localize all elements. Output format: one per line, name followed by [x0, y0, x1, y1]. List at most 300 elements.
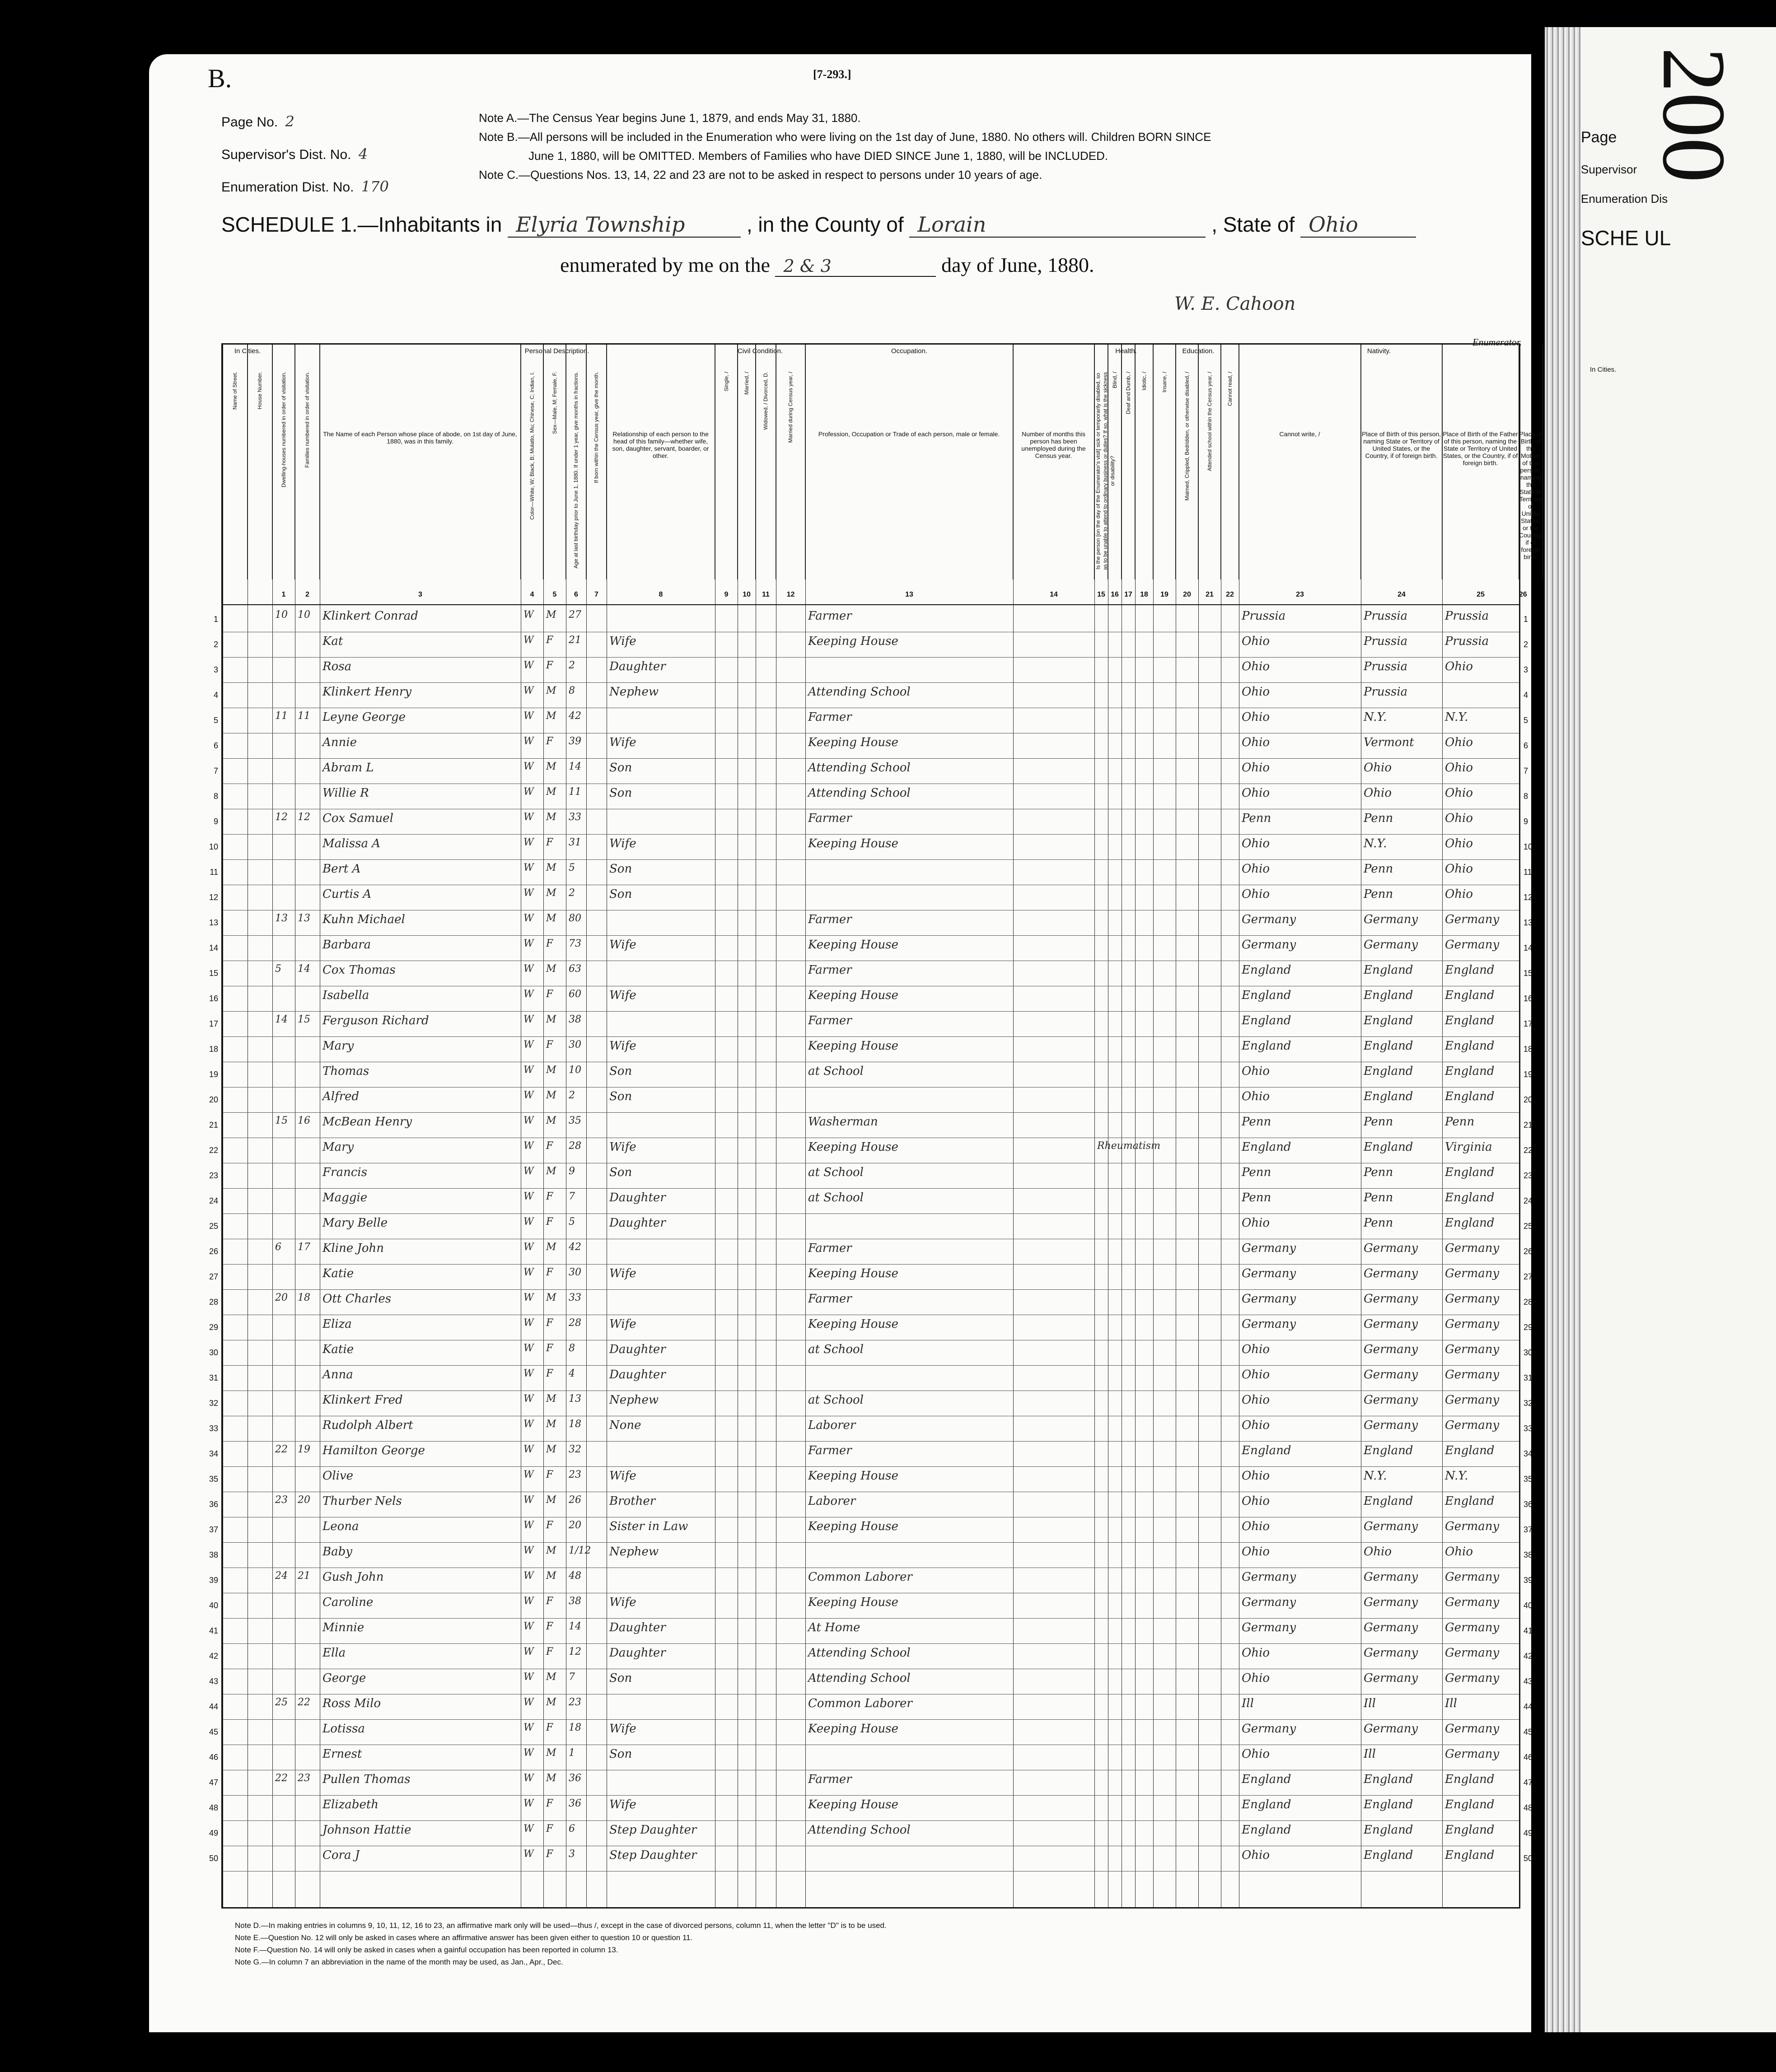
cell-occ: Farmer [808, 1444, 852, 1457]
page-stamp-number: 200 [1644, 47, 1744, 183]
cell-mpob: Germany [1445, 1419, 1500, 1432]
cell-dw: 10 [275, 609, 288, 621]
cell-name: Johnson Hattie [322, 1823, 411, 1837]
line-number: 29 [209, 1323, 218, 1332]
table-row [209, 961, 1533, 986]
cell-name: Leona [322, 1520, 359, 1533]
line-number: 28 [209, 1297, 218, 1307]
cell-color: W [523, 761, 534, 772]
cell-age: 5 [569, 1216, 575, 1227]
cell-pob: Ohio [1242, 1646, 1270, 1660]
line-number: 24 [209, 1196, 218, 1205]
cell-dw: 5 [275, 963, 281, 975]
column-header-26 [1519, 345, 1543, 579]
cell-fpob: Prussia [1364, 685, 1408, 699]
cell-name: Klinkert Fred [322, 1393, 403, 1407]
cell-sex: F [546, 837, 553, 848]
cell-pob: Germany [1242, 1267, 1296, 1280]
cell-age: 23 [569, 1697, 581, 1708]
cell-color: W [523, 938, 534, 949]
column-header-label: Families numbered in order of visitation. [304, 372, 310, 468]
cell-sex: F [546, 1823, 553, 1834]
cell-rel: Daughter [609, 660, 666, 673]
cell-sex: F [546, 1267, 553, 1278]
cell-fpob: England [1364, 989, 1413, 1002]
line-number: 4 [213, 691, 218, 700]
cell-color: W [523, 1773, 534, 1784]
cell-sex: F [546, 1343, 553, 1354]
cell-age: 28 [569, 1317, 581, 1329]
line-number-right: 42 [1524, 1652, 1533, 1661]
table-row [209, 1593, 1533, 1619]
cell-pob: Ohio [1242, 1090, 1270, 1103]
cell-age: 36 [569, 1773, 581, 1784]
cell-name: Elizabeth [322, 1798, 379, 1811]
cell-name: Klinkert Henry [322, 685, 412, 699]
schedule-title-line [221, 212, 1416, 238]
cell-pob: Ohio [1242, 736, 1270, 749]
table-row [209, 1391, 1533, 1416]
cell-color: W [523, 913, 534, 924]
column-header-6 [566, 345, 586, 579]
cell-pob: Ohio [1242, 1469, 1270, 1483]
line-number: 11 [210, 868, 218, 877]
cell-age: 14 [569, 1621, 581, 1632]
p2-page-label: Page [1581, 129, 1617, 146]
cell-mpob: Ohio [1445, 812, 1473, 825]
cell-color: W [523, 862, 534, 873]
cell-fpob: Germany [1364, 1292, 1418, 1306]
cell-rel: Wife [609, 1140, 636, 1154]
cell-mpob: Virginia [1445, 1140, 1492, 1154]
cell-pob: Penn [1242, 812, 1271, 825]
cell-rel: Wife [609, 1798, 636, 1811]
cell-fpob: Germany [1364, 1621, 1418, 1634]
line-number-right: 21 [1524, 1120, 1533, 1129]
supervisor-district-field [221, 145, 368, 163]
table-row [213, 632, 1528, 658]
column-header-label: Place of Birth of this person, naming State or Territory of United States, or the Country, if of foreign birth. [1361, 430, 1441, 459]
cell-occ: Keeping House [808, 938, 898, 952]
cell-color: W [523, 1039, 534, 1050]
cell-name: Baby [322, 1545, 352, 1559]
cell-color: W [523, 1317, 534, 1329]
cell-rel: Son [609, 1166, 632, 1179]
cell-mpob: Germany [1445, 1671, 1500, 1685]
column-number: 15 [1097, 591, 1105, 598]
p2-in-cities: In Cities. [1590, 366, 1617, 373]
cell-fam: 20 [298, 1494, 310, 1506]
line-number-right: 34 [1524, 1449, 1533, 1458]
cell-pob: Germany [1242, 1292, 1296, 1306]
line-number-right: 6 [1524, 741, 1528, 750]
cell-color: W [523, 1747, 534, 1759]
form-number: [7-293.] [813, 68, 851, 81]
cell-fpob: England [1364, 1140, 1413, 1154]
column-header-label: Cannot read, / [1226, 372, 1233, 406]
cell-color: W [523, 1798, 534, 1809]
cell-name: Pullen Thomas [322, 1773, 411, 1786]
cell-name: McBean Henry [322, 1115, 412, 1129]
cell-color: W [523, 1393, 534, 1405]
table-row [209, 910, 1533, 936]
cell-mpob: Germany [1445, 1393, 1500, 1407]
cell-age: 21 [569, 635, 581, 646]
cell-fpob: N.Y. [1364, 837, 1387, 850]
line-number-right: 38 [1524, 1550, 1533, 1559]
line-number: 12 [209, 893, 218, 902]
cell-name: Lotissa [322, 1722, 365, 1736]
cell-name: Ott Charles [322, 1292, 392, 1306]
cell-occ: Keeping House [808, 1039, 898, 1053]
cell-name: Barbara [322, 938, 371, 952]
cell-mpob: England [1445, 1166, 1495, 1179]
cell-fam: 15 [298, 1014, 310, 1025]
cell-age: 11 [569, 786, 581, 798]
line-number-right: 14 [1524, 943, 1533, 952]
cell-fpob: England [1364, 1494, 1413, 1508]
column-header-9 [715, 345, 738, 579]
cell-color: W [523, 609, 534, 621]
cell-rel: Daughter [609, 1621, 666, 1634]
cell-rel: Daughter [609, 1368, 666, 1381]
line-number: 49 [209, 1829, 218, 1838]
cell-mpob: England [1445, 1823, 1495, 1837]
line-number: 32 [209, 1399, 218, 1408]
cell-color: W [523, 1216, 534, 1227]
line-number: 8 [213, 792, 218, 801]
cell-mpob: Penn [1445, 1115, 1475, 1129]
column-header-label: Cannot write, / [1279, 430, 1320, 438]
cell-age: 27 [569, 609, 581, 621]
column-header-label: Insane, / [1161, 372, 1168, 393]
cell-fam: 12 [298, 812, 310, 823]
column-header-17 [1122, 345, 1135, 579]
cell-mpob: Ohio [1445, 660, 1473, 673]
column-header-4 [521, 345, 543, 579]
cell-mpob: England [1445, 1798, 1495, 1811]
cell-occ: Keeping House [808, 1469, 898, 1483]
cell-sex: M [546, 963, 556, 975]
table-row [210, 859, 1532, 885]
cell-sex: M [546, 1241, 556, 1253]
cell-pob: Ohio [1242, 862, 1270, 876]
cell-color: W [523, 1848, 534, 1860]
cell-age: 33 [569, 812, 581, 823]
line-number-right: 27 [1524, 1272, 1533, 1281]
line-number-right: 10 [1524, 842, 1533, 851]
cell-name: Eliza [322, 1317, 352, 1331]
cell-occ: Common Laborer [808, 1697, 912, 1710]
cell-mpob: England [1445, 1444, 1495, 1457]
table-row [209, 1289, 1533, 1315]
line-number: 43 [209, 1677, 218, 1686]
column-header-label: Maimed, Crippled, Bedridden, or otherwise disabled, / [1183, 372, 1190, 501]
line-number: 38 [209, 1550, 218, 1559]
cell-mpob: Ohio [1445, 862, 1473, 876]
line-number: 37 [209, 1525, 218, 1534]
cell-occ: Attending School [808, 761, 911, 775]
cell-name: Willie R [322, 786, 369, 800]
column-header-21 [1198, 345, 1221, 579]
column-header-label: House Number. [257, 372, 263, 410]
cell-mpob: Ohio [1445, 837, 1473, 850]
table-row [213, 607, 1528, 632]
note-b: Note B.—All persons will be included in the Enumeration who were living on the 1st day of June, 1880. No others will. Children BORN SINCE [479, 130, 1211, 144]
cell-pob: Germany [1242, 1621, 1296, 1634]
cell-age: 42 [569, 710, 581, 722]
table-row [209, 1163, 1533, 1189]
cell-occ: Laborer [808, 1494, 856, 1508]
cell-dw: 11 [275, 710, 288, 722]
enumeration-district-label: Enumeration Dist. No. [221, 180, 354, 195]
cell-rel: Son [609, 1747, 632, 1761]
cell-fpob: England [1364, 1773, 1413, 1786]
cell-pob: Prussia [1242, 609, 1286, 623]
line-number: 46 [209, 1753, 218, 1762]
cell-name: Leyne George [322, 710, 406, 724]
cell-sex: F [546, 1216, 553, 1227]
cell-pob: Ohio [1242, 660, 1270, 673]
line-number-right: 28 [1524, 1297, 1533, 1307]
cell-color: W [523, 963, 534, 975]
cell-pob: England [1242, 963, 1291, 977]
column-header-14 [1013, 345, 1094, 579]
cell-fpob: N.Y. [1364, 710, 1387, 724]
table-row [209, 1011, 1533, 1037]
cell-color: W [523, 786, 534, 798]
cell-fpob: Ohio [1364, 761, 1392, 775]
column-number: 12 [786, 591, 795, 598]
table-row [213, 733, 1528, 759]
cell-color: W [523, 1343, 534, 1354]
cell-mpob: Germany [1445, 1621, 1500, 1634]
table-row [209, 1745, 1533, 1770]
state-value: Ohio [1300, 212, 1416, 238]
cell-name: Thurber Nels [322, 1494, 402, 1508]
cell-fpob: Vermont [1364, 736, 1414, 749]
column-header-label: Idiotic, / [1140, 372, 1147, 391]
cell-color: W [523, 1621, 534, 1632]
cell-occ: Farmer [808, 812, 852, 825]
table-row [209, 1315, 1533, 1340]
cell-rel: Nephew [609, 1393, 659, 1407]
cell-age: 26 [569, 1494, 581, 1506]
cell-pob: Ohio [1242, 1064, 1270, 1078]
cell-name: Ella [322, 1646, 346, 1660]
line-number-right: 7 [1524, 766, 1528, 775]
column-number: 8 [659, 591, 663, 598]
column-header-22 [1221, 345, 1239, 579]
cell-fpob: Penn [1364, 1191, 1393, 1204]
cell-color: W [523, 1090, 534, 1101]
cell-fam: 14 [298, 963, 310, 975]
note-c: Note C.—Questions Nos. 13, 14, 22 and 23 are not to be asked in respect to persons under 10 years of age. [479, 168, 1042, 182]
column-header-11 [756, 345, 776, 579]
cell-pob: England [1242, 1823, 1291, 1837]
cell-occ: Farmer [808, 1292, 852, 1306]
column-header-label: Widowed, / Divorced, D. [762, 372, 769, 430]
cell-sex: F [546, 1469, 553, 1480]
table-row [209, 1517, 1533, 1543]
supervisor-district-value: 4 [358, 145, 368, 163]
cell-fpob: Penn [1364, 812, 1393, 825]
line-number-right: 30 [1524, 1348, 1533, 1357]
line-number: 3 [213, 665, 218, 674]
county-label: , in the County of [746, 213, 904, 236]
cell-pob: Germany [1242, 913, 1296, 926]
cell-name: Rosa [322, 660, 352, 673]
cell-fpob: Germany [1364, 1671, 1418, 1685]
cell-pob: England [1242, 1039, 1291, 1053]
table-row [209, 1036, 1533, 1062]
cell-color: W [523, 812, 534, 823]
cell-sex: M [546, 1671, 556, 1683]
cell-mpob: England [1445, 1494, 1495, 1508]
cell-age: 32 [569, 1444, 581, 1455]
cell-occ: Farmer [808, 710, 852, 724]
column-number: 24 [1397, 591, 1406, 598]
cell-age: 23 [569, 1469, 581, 1480]
cell-sex: M [546, 887, 556, 899]
line-number-right: 25 [1524, 1222, 1533, 1231]
cell-fpob: Germany [1364, 1317, 1418, 1331]
cell-fpob: Germany [1364, 1722, 1418, 1736]
cell-fpob: Penn [1364, 1166, 1393, 1179]
cell-sex: M [546, 1419, 556, 1430]
cell-age: 14 [569, 761, 581, 772]
column-number: 21 [1206, 591, 1214, 598]
cell-color: W [523, 1267, 534, 1278]
cell-fam: 22 [298, 1697, 310, 1708]
line-number: 48 [209, 1803, 218, 1812]
cell-occ: Farmer [808, 963, 852, 977]
cell-dw: 22 [275, 1444, 288, 1455]
cell-occ: Farmer [808, 1014, 852, 1027]
enumerator-label: Enumerator. [1472, 336, 1522, 348]
table-row [213, 657, 1528, 683]
cell-age: 30 [569, 1267, 581, 1278]
cell-rel: None [609, 1419, 641, 1432]
cell-mpob: England [1445, 1090, 1495, 1103]
cell-mpob: Germany [1445, 1267, 1500, 1280]
cell-age: 48 [569, 1570, 581, 1582]
cell-pob: Ohio [1242, 786, 1270, 800]
cell-rel: Wife [609, 736, 636, 749]
cell-pob: Ohio [1242, 1343, 1270, 1356]
column-header-label: Place of Birth of the Mother of this person, naming the State or Territory of United States, or the Country, if of foreign birth. [1519, 430, 1542, 560]
cell-name: Mary Belle [322, 1216, 388, 1230]
cell-fpob: Prussia [1364, 635, 1408, 648]
table-row [213, 708, 1528, 733]
line-number-right: 35 [1524, 1475, 1533, 1484]
cell-mpob: Germany [1445, 1722, 1500, 1736]
cell-name: Cora J [322, 1848, 360, 1862]
cell-sex: M [546, 786, 556, 798]
cell-name: Alfred [322, 1090, 360, 1103]
cell-color: W [523, 1646, 534, 1657]
cell-fpob: Germany [1364, 1343, 1418, 1356]
cell-sex: F [546, 938, 553, 949]
cell-occ: Farmer [808, 1773, 852, 1786]
column-header-label: Married, / [743, 372, 750, 395]
cell-mpob: Ohio [1445, 786, 1473, 800]
cell-sex: M [546, 1393, 556, 1405]
p2-supervisor-label: Supervisor [1581, 163, 1637, 176]
cell-color: W [523, 1368, 534, 1379]
table-row [209, 1466, 1533, 1492]
table-row [213, 682, 1528, 708]
line-number: 33 [209, 1424, 218, 1433]
cell-sex: M [546, 1292, 556, 1303]
column-number: 7 [594, 591, 598, 598]
cell-age: 2 [569, 1090, 575, 1101]
cell-age: 30 [569, 1039, 581, 1050]
line-number: 19 [209, 1070, 218, 1079]
cell-fpob: Prussia [1364, 660, 1408, 673]
cell-age: 35 [569, 1115, 581, 1126]
column-number: 9 [724, 591, 729, 598]
cell-pob: Germany [1242, 1241, 1296, 1255]
cell-sex: F [546, 989, 553, 1000]
cell-pob: Ohio [1242, 1671, 1270, 1685]
column-number: 17 [1124, 591, 1132, 598]
cell-sex: F [546, 1140, 553, 1152]
table-row [209, 1264, 1533, 1290]
cell-sex: M [546, 1166, 556, 1177]
cell-occ: Attending School [808, 1671, 911, 1685]
cell-name: Maggie [322, 1191, 368, 1204]
cell-rel: Step Daughter [609, 1848, 697, 1862]
cell-mpob: Germany [1445, 1343, 1500, 1356]
note-e: Note E.—Question No. 12 will only be asked in cases where an affirmative answer has been given either to question 10 or question 11. [235, 1933, 693, 1942]
group-education: Education. [1182, 347, 1215, 355]
cell-occ: Keeping House [808, 1596, 898, 1609]
cell-sex: F [546, 660, 553, 671]
table-row [209, 1719, 1533, 1745]
cell-occ: Laborer [808, 1419, 856, 1432]
column-number: 2 [305, 591, 309, 598]
cell-name: Isabella [322, 989, 369, 1002]
cell-name: Mary [322, 1039, 354, 1053]
line-number-right: 20 [1524, 1095, 1533, 1104]
cell-fpob: Penn [1364, 887, 1393, 901]
line-number-right: 31 [1524, 1373, 1533, 1382]
line-number: 15 [209, 969, 218, 978]
table-row [209, 1542, 1533, 1568]
column-header-23 [1239, 345, 1361, 579]
cell-sex: F [546, 1621, 553, 1632]
footnotes [235, 1919, 1409, 1968]
cell-pob: Ohio [1242, 1393, 1270, 1407]
cell-name: Kuhn Michael [322, 913, 405, 926]
line-number: 27 [209, 1272, 218, 1281]
cell-sex: F [546, 1317, 553, 1329]
cell-sex: F [546, 736, 553, 747]
cell-sex: F [546, 1646, 553, 1657]
cell-color: W [523, 1823, 534, 1834]
column-number: 6 [574, 591, 578, 598]
cell-sex: M [546, 1494, 556, 1506]
cell-rel: Step Daughter [609, 1823, 697, 1837]
cell-occ: Keeping House [808, 989, 898, 1002]
cell-age: 1/12 [569, 1545, 591, 1556]
cell-age: 8 [569, 1343, 575, 1354]
group-health: Health. [1115, 347, 1137, 355]
cell-fpob: England [1364, 1090, 1413, 1103]
enumeration-district-value: 170 [361, 178, 389, 195]
line-number: 31 [209, 1373, 218, 1382]
